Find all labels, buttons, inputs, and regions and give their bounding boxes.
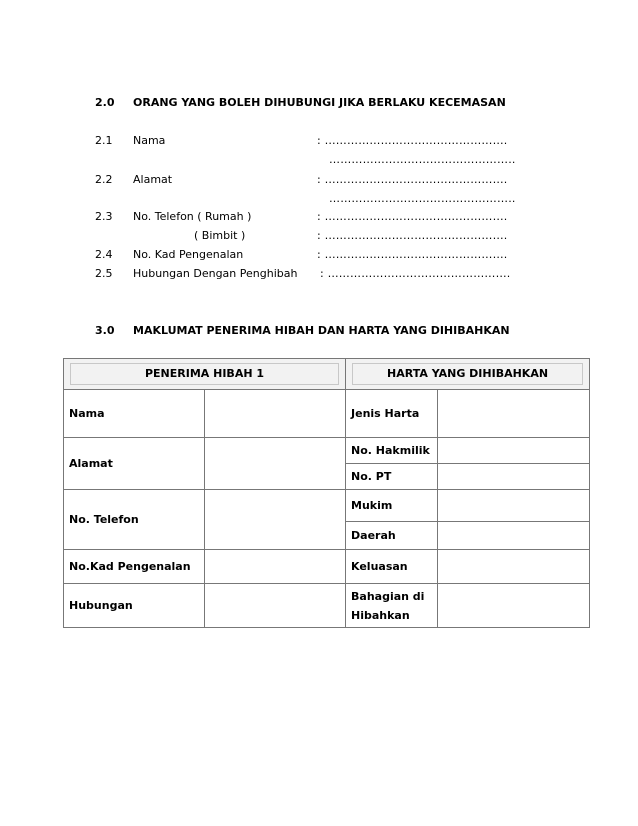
row-2-2-label: Alamat — [133, 173, 173, 186]
label-no-telefon: No. Telefon — [64, 490, 205, 550]
hibah-table — [63, 358, 590, 628]
input-hubungan[interactable] — [205, 584, 346, 628]
header-right-cell — [346, 359, 590, 390]
row-2-3-number: 2.3 — [95, 210, 113, 223]
row-2-3-bimbit-value[interactable]: : …………………………………………. — [317, 229, 508, 242]
label-no-hakmilik: No. Hakmilik — [346, 438, 438, 464]
section-2-title: ORANG YANG BOLEH DIHUBUNGI JIKA BERLAKU KECEMASAN — [133, 96, 506, 109]
input-alamat[interactable] — [205, 438, 346, 490]
label-jenis-harta: Jenis Harta — [346, 390, 438, 438]
label-daerah: Daerah — [346, 522, 438, 550]
row-2-5-label: Hubungan Dengan Penghibah — [133, 267, 298, 280]
row-2-1-value[interactable]: : …………………………………………. — [317, 134, 508, 147]
input-keluasan[interactable] — [438, 550, 590, 584]
input-daerah[interactable] — [438, 522, 590, 550]
input-no-hakmilik[interactable] — [438, 438, 590, 464]
row-2-2-number: 2.2 — [95, 173, 113, 186]
row-2-1-number: 2.1 — [95, 134, 113, 147]
table-row — [64, 490, 590, 522]
input-mukim[interactable] — [438, 490, 590, 522]
label-hubungan: Hubungan — [64, 584, 205, 628]
table-header-row — [64, 359, 590, 390]
row-2-2-extra-line[interactable]: ………………………………………….. — [329, 192, 516, 205]
row-2-2-value[interactable]: : …………………………………………. — [317, 173, 508, 186]
row-2-1-label: Nama — [133, 134, 166, 147]
row-2-3-value[interactable]: : …………………………………………. — [317, 210, 508, 223]
header-penerima: PENERIMA HIBAH 1 — [70, 363, 339, 385]
table-row — [64, 390, 590, 438]
label-nama: Nama — [64, 390, 205, 438]
row-2-1-extra-line[interactable]: ………………………………………….. — [329, 153, 516, 166]
input-no-telefon[interactable] — [205, 490, 346, 550]
label-alamat: Alamat — [64, 438, 205, 490]
header-harta: HARTA YANG DIHIBAHKAN — [352, 363, 583, 385]
table-row — [64, 584, 590, 628]
section-2-number: 2.0 — [95, 96, 115, 109]
input-bahagian-di-hibahkan[interactable] — [438, 584, 590, 628]
label-no-pt: No. PT — [346, 464, 438, 490]
row-2-3-label: No. Telefon ( Rumah ) — [133, 210, 252, 223]
input-no-pt[interactable] — [438, 464, 590, 490]
row-2-5-value[interactable]: : …………………………………………. — [320, 267, 511, 280]
label-bahagian-di-hibahkan — [346, 584, 438, 628]
row-2-4-number: 2.4 — [95, 248, 113, 261]
table-row — [64, 438, 590, 464]
label-keluasan: Keluasan — [346, 550, 438, 584]
input-jenis-harta[interactable] — [438, 390, 590, 438]
input-nama[interactable] — [205, 390, 346, 438]
input-no-kad-pengenalan[interactable] — [205, 550, 346, 584]
section-3-number: 3.0 — [95, 324, 115, 337]
label-bahagian-line-2: Hibahkan — [351, 608, 410, 622]
row-2-3-bimbit-label: ( Bimbit ) — [194, 229, 246, 242]
header-left-cell — [64, 359, 346, 390]
label-no-kad-pengenalan: No.Kad Pengenalan — [64, 550, 205, 584]
row-2-4-value[interactable]: : …………………………………………. — [317, 248, 508, 261]
row-2-5-number: 2.5 — [95, 267, 113, 280]
table-row — [64, 550, 590, 584]
section-3-title: MAKLUMAT PENERIMA HIBAH DAN HARTA YANG DIHIBAHKAN — [133, 324, 510, 337]
label-mukim: Mukim — [346, 490, 438, 522]
label-bahagian-line-1: Bahagian di — [351, 589, 425, 603]
row-2-4-label: No. Kad Pengenalan — [133, 248, 244, 261]
